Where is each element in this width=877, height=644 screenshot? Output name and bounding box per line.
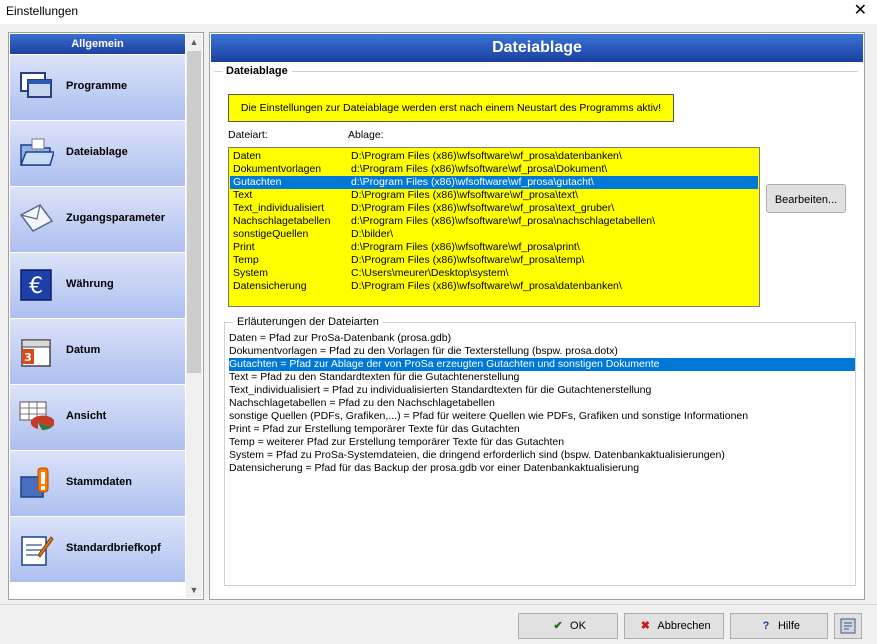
explanation-line: Print = Pfad zur Erstellung temporärer Texte für das Gutachten bbox=[229, 423, 520, 435]
list-item[interactable]: Temp D:\Program Files (x86)\wfsoftware\wf_prosa\temp\ bbox=[233, 254, 585, 266]
explanation-line: Nachschlagetabellen = Pfad zu den Nachschlagetabellen bbox=[229, 397, 495, 409]
scroll-thumb[interactable] bbox=[187, 51, 201, 373]
list-item[interactable]: Daten D:\Program Files (x86)\wfsoftware\wf_prosa\datenbanken\ bbox=[233, 150, 622, 162]
col-header-dateiart: Dateiart: bbox=[228, 129, 268, 141]
programs-icon bbox=[18, 69, 54, 105]
explanation-line: Text = Pfad zu den Standardtexten für die Gutachtenerstellung bbox=[229, 371, 520, 383]
col-header-ablage: Ablage: bbox=[348, 129, 384, 141]
envelope-icon bbox=[18, 201, 54, 237]
checkmark-icon: ✔ bbox=[553, 620, 563, 632]
dateiablage-section bbox=[214, 65, 858, 308]
button-bar bbox=[0, 604, 877, 643]
sidebar-item-label: Datum bbox=[66, 344, 101, 356]
explanation-line: sonstige Quellen (PDFs, Grafiken,...) = Pfad für weitere Quellen wie PDFs, Grafiken und sonstige Informationen bbox=[229, 410, 749, 422]
explanation-line: Text_individualisiert = Pfad zu individualisierten Standardtexten für die Gutachtenerstellung bbox=[229, 384, 652, 396]
list-item[interactable]: Dokumentvorlagen d:\Program Files (x86)\wfsoftware\wf_prosa\Dokument\ bbox=[233, 163, 608, 175]
sidebar bbox=[8, 32, 204, 600]
list-item[interactable]: Datensicherung D:\Program Files (x86)\wfsoftware\wf_prosa\datenbanken\ bbox=[233, 280, 622, 292]
sidebar-item-label: Stammdaten bbox=[66, 476, 133, 488]
sidebar-item-zugangsparameter[interactable] bbox=[10, 187, 185, 253]
edit-button[interactable]: Bearbeiten... bbox=[766, 184, 846, 213]
list-item[interactable]: Nachschlagetabellen d:\Program Files (x86)\wfsoftware\wf_prosa\nachschlagetabellen\ bbox=[233, 215, 656, 227]
title-bar bbox=[0, 0, 877, 24]
settings-doc-icon bbox=[839, 617, 857, 635]
list-item[interactable]: Print d:\Program Files (x86)\wfsoftware\wf_prosa\print\ bbox=[233, 241, 580, 253]
close-icon[interactable]: ✕ bbox=[853, 2, 867, 19]
calendar-icon bbox=[18, 333, 54, 369]
explanation-line: Dokumentvorlagen = Pfad zu den Vorlagen für die Texterstellung (bspw. prosa.dotx) bbox=[229, 345, 618, 357]
list-item[interactable]: Text D:\Program Files (x86)\wfsoftware\wf_prosa\text\ bbox=[233, 189, 578, 201]
scroll-down-icon[interactable]: ▼ bbox=[189, 585, 199, 595]
help-label: Hilfe bbox=[777, 620, 800, 632]
letter-icon bbox=[18, 531, 54, 567]
sidebar-item-label: Währung bbox=[66, 278, 114, 290]
sidebar-item-dateiablage[interactable] bbox=[10, 121, 185, 187]
restart-warning: Die Einstellungen zur Dateiablage werden erst nach einem Neustart des Programms aktiv! bbox=[228, 94, 674, 122]
page-title: Dateiablage bbox=[211, 34, 863, 62]
sidebar-scrollbar[interactable] bbox=[186, 34, 202, 598]
sidebar-item-standardbriefkopf[interactable] bbox=[10, 517, 185, 583]
list-item[interactable]: System C:\Users\meurer\Desktop\system\ bbox=[233, 267, 509, 279]
svg-text:3: 3 bbox=[24, 351, 32, 364]
cancel-x-icon: ✖ bbox=[640, 620, 650, 632]
window-title: Einstellungen bbox=[6, 4, 79, 18]
sidebar-item-label: Zugangsparameter bbox=[66, 212, 166, 224]
cancel-label: Abbrechen bbox=[657, 620, 711, 632]
sidebar-item-label: Ansicht bbox=[66, 410, 107, 422]
svg-text:€: € bbox=[29, 274, 43, 299]
sidebar-item-datum[interactable] bbox=[10, 319, 185, 385]
explanation-line: Temp = weiterer Pfad zur Erstellung temporärer Texte für das Gutachten bbox=[229, 436, 565, 448]
explanations-title: Erläuterungen der Dateiarten bbox=[233, 316, 383, 328]
folder-icon bbox=[18, 135, 54, 171]
sidebar-item-label: Dateiablage bbox=[66, 146, 128, 158]
alert-icon bbox=[18, 465, 54, 501]
help-button[interactable] bbox=[730, 613, 828, 639]
section-title: Dateiablage bbox=[222, 65, 292, 77]
content-panel bbox=[209, 32, 865, 600]
sidebar-item-stammdaten[interactable] bbox=[10, 451, 185, 517]
list-item-selected[interactable]: Gutachten d:\Program Files (x86)\wfsoftware\wf_prosa\gutacht\ bbox=[230, 176, 758, 189]
explanations-section bbox=[224, 316, 856, 586]
scroll-up-icon[interactable]: ▲ bbox=[189, 37, 199, 47]
sidebar-item-ansicht[interactable] bbox=[10, 385, 185, 451]
list-item[interactable]: sonstigeQuellen D:\bilder\ bbox=[233, 228, 394, 240]
sidebar-item-programme[interactable] bbox=[10, 55, 185, 121]
sidebar-item-label: Standardbriefkopf bbox=[66, 542, 161, 554]
ok-label: OK bbox=[570, 620, 586, 632]
explanation-line-selected: Gutachten = Pfad zur Ablage der von ProSa erzeugten Gutachten und sonstigen Dokumente bbox=[229, 358, 855, 371]
explanation-line: System = Pfad zu ProSa-Systemdateien, die dringend erforderlich sind (bspw. Datenbankaktualisierungen) bbox=[229, 449, 725, 461]
explanation-line: Datensicherung = Pfad für das Backup der prosa.gdb vor einer Datenbankaktualisierung bbox=[229, 462, 640, 474]
chart-icon bbox=[18, 399, 54, 435]
list-item[interactable]: Text_individualisiert D:\Program Files (x86)\wfsoftware\wf_prosa\text_gruber\ bbox=[233, 202, 615, 214]
explanation-line: Daten = Pfad zur ProSa-Datenbank (prosa.gdb) bbox=[229, 332, 452, 344]
sidebar-item-waehrung[interactable] bbox=[10, 253, 185, 319]
question-icon: ? bbox=[762, 620, 770, 632]
sidebar-item-label: Programme bbox=[66, 80, 128, 92]
extra-tool-button[interactable] bbox=[834, 613, 862, 639]
ok-button[interactable] bbox=[518, 613, 618, 639]
sidebar-group-header[interactable]: Allgemein bbox=[10, 34, 185, 54]
euro-icon bbox=[18, 267, 54, 303]
cancel-button[interactable] bbox=[624, 613, 724, 639]
storage-path-list[interactable] bbox=[228, 147, 760, 307]
